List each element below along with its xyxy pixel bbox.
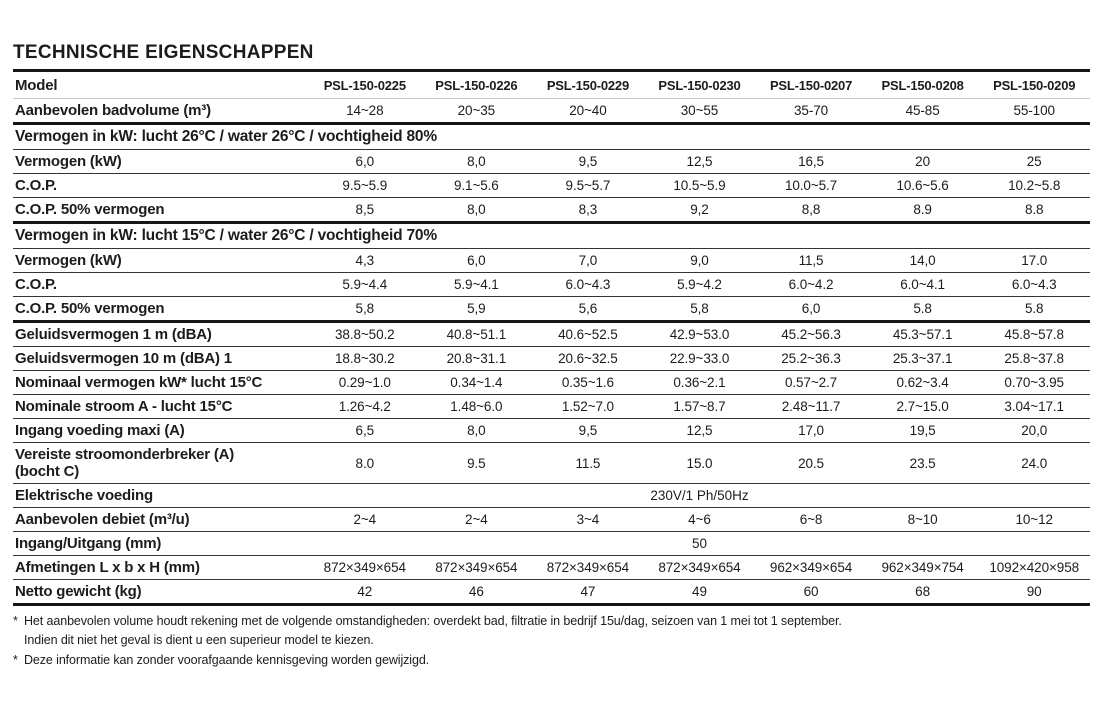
footnote — [13, 651, 1090, 670]
table-row — [13, 395, 1090, 419]
spec-value: 6,0 — [421, 249, 533, 273]
spec-value: 5,6 — [532, 297, 644, 322]
table-row — [13, 556, 1090, 580]
spec-value: 7,0 — [532, 249, 644, 273]
spec-value: 5.9~4.4 — [309, 273, 421, 297]
spec-value: 0.29~1.0 — [309, 371, 421, 395]
table-row — [13, 371, 1090, 395]
table-row — [13, 419, 1090, 443]
spec-value: 6.0~4.2 — [755, 273, 867, 297]
spec-value: 18.8~30.2 — [309, 347, 421, 371]
spec-value: 1.57~8.7 — [644, 395, 756, 419]
spec-value: 8,0 — [421, 419, 533, 443]
footnote-marker: * — [13, 614, 18, 628]
model-name: PSL-150-0207 — [755, 72, 867, 99]
model-name: PSL-150-0225 — [309, 72, 421, 99]
model-name: PSL-150-0209 — [978, 72, 1090, 99]
spec-value: 0.34~1.4 — [421, 371, 533, 395]
spec-value: 8,0 — [421, 198, 533, 223]
spec-value: 14~28 — [309, 99, 421, 124]
spec-value: 8,0 — [421, 150, 533, 174]
spec-value: 0.62~3.4 — [867, 371, 979, 395]
spec-label — [13, 297, 309, 322]
spec-value: 6.0~4.3 — [978, 273, 1090, 297]
spec-value: 11,5 — [755, 249, 867, 273]
spec-value: 90 — [978, 580, 1090, 605]
spec-value: 20~35 — [421, 99, 533, 124]
footnotes — [13, 612, 1090, 670]
spec-value: 20~40 — [532, 99, 644, 124]
spec-label-line: Geluidsvermogen 10 m (dBA) 1 — [15, 350, 232, 367]
spec-value: 45-85 — [867, 99, 979, 124]
spec-value: 9.5~5.9 — [309, 174, 421, 198]
spec-value: 0.57~2.7 — [755, 371, 867, 395]
footnote-text: Deze informatie kan zonder voorafgaande kennisgeving worden gewijzigd. — [24, 652, 430, 667]
spec-value: 8.0 — [309, 443, 421, 484]
spec-value: 5.9~4.1 — [421, 273, 533, 297]
spec-value: 49 — [644, 580, 756, 605]
section-title: Vermogen in kW: lucht 26°C / water 26°C / vochtigheid 80% — [13, 124, 1090, 150]
spec-label — [13, 249, 309, 273]
spec-value: 8.9 — [867, 198, 979, 223]
spec-value: 45.8~57.8 — [978, 322, 1090, 347]
spec-value: 16,5 — [755, 150, 867, 174]
spec-label — [13, 347, 309, 371]
spec-value: 25 — [978, 150, 1090, 174]
spec-label-line: Ingang voeding maxi (A) — [15, 422, 185, 439]
spec-value-span: 230V/1 Ph/50Hz — [309, 484, 1090, 508]
spec-value: 9,5 — [532, 419, 644, 443]
spec-value: 5,8 — [644, 297, 756, 322]
spec-value: 10~12 — [978, 508, 1090, 532]
spec-value: 2.7~15.0 — [867, 395, 979, 419]
spec-value: 30~55 — [644, 99, 756, 124]
spec-value: 8,5 — [309, 198, 421, 223]
spec-value: 40.6~52.5 — [532, 322, 644, 347]
spec-value: 25.8~37.8 — [978, 347, 1090, 371]
table-row — [13, 508, 1090, 532]
footnote-text: Het aanbevolen volume houdt rekening met de volgende omstandigheden: overdekt bad, filtratie in bedrijf 15u/dag, seizoen van 1 mei tot 1 september. — [24, 614, 842, 628]
spec-label — [13, 556, 309, 580]
spec-value: 0.36~2.1 — [644, 371, 756, 395]
spec-label — [13, 580, 309, 605]
spec-value: 6,5 — [309, 419, 421, 443]
spec-label — [13, 419, 309, 443]
spec-value: 3~4 — [532, 508, 644, 532]
spec-value: 9,2 — [644, 198, 756, 223]
spec-value: 2~4 — [309, 508, 421, 532]
spec-label-line: Nominaal vermogen kW* lucht 15°C — [15, 374, 263, 391]
spec-label-line: Vereiste stroomonderbreker (A) — [15, 446, 235, 463]
model-name: PSL-150-0229 — [532, 72, 644, 99]
spec-label — [13, 150, 309, 174]
spec-value: 42 — [309, 580, 421, 605]
spec-value: 55-100 — [978, 99, 1090, 124]
spec-value: 68 — [867, 580, 979, 605]
spec-value: 14,0 — [867, 249, 979, 273]
spec-value: 17,0 — [755, 419, 867, 443]
spec-label-line: Geluidsvermogen 1 m (dBA) — [15, 326, 212, 343]
spec-value: 5,9 — [421, 297, 533, 322]
table-row — [13, 484, 1090, 508]
footnote-text: Indien dit niet het geval is dient u een superieur model te kiezen. — [24, 633, 374, 648]
spec-label — [13, 508, 309, 532]
model-name: PSL-150-0208 — [867, 72, 979, 99]
spec-value: 1092×420×958 — [978, 556, 1090, 580]
spec-value: 15.0 — [644, 443, 756, 484]
footnote-marker: * — [13, 652, 18, 667]
section-row — [13, 124, 1090, 150]
table-row — [13, 322, 1090, 347]
model-name: PSL-150-0230 — [644, 72, 756, 99]
spec-label: Elektrische voeding — [13, 484, 309, 508]
model-header-row — [13, 72, 1090, 99]
spec-value: 6.0~4.1 — [867, 273, 979, 297]
spec-value: 8~10 — [867, 508, 979, 532]
model-row-label: Model — [13, 72, 309, 99]
spec-value: 5.8 — [978, 297, 1090, 322]
spec-label — [13, 198, 309, 223]
spec-value: 24.0 — [978, 443, 1090, 484]
spec-value: 47 — [532, 580, 644, 605]
table-row — [13, 198, 1090, 223]
spec-label-line: C.O.P. 50% vermogen — [15, 300, 165, 317]
spec-label — [13, 371, 309, 395]
spec-value: 12,5 — [644, 419, 756, 443]
spec-value: 20.5 — [755, 443, 867, 484]
spec-value: 20.6~32.5 — [532, 347, 644, 371]
spec-value: 872×349×654 — [421, 556, 533, 580]
spec-label-line: Nominale stroom A - lucht 15°C — [15, 398, 233, 415]
spec-value: 9.1~5.6 — [421, 174, 533, 198]
spec-value: 9.5~5.7 — [532, 174, 644, 198]
spec-value: 35-70 — [755, 99, 867, 124]
spec-value: 1.26~4.2 — [309, 395, 421, 419]
page-title: TECHNISCHE EIGENSCHAPPEN — [13, 42, 1090, 72]
spec-value: 872×349×654 — [532, 556, 644, 580]
spec-value: 20.8~31.1 — [421, 347, 533, 371]
spec-value: 872×349×654 — [644, 556, 756, 580]
spec-label-line: Vermogen (kW) — [15, 252, 122, 269]
spec-value: 6.0~4.3 — [532, 273, 644, 297]
spec-value: 6~8 — [755, 508, 867, 532]
spec-value: 22.9~33.0 — [644, 347, 756, 371]
table-row — [13, 580, 1090, 605]
spec-value: 10.5~5.9 — [644, 174, 756, 198]
table-row — [13, 443, 1090, 484]
table-row — [13, 347, 1090, 371]
spec-value: 2~4 — [421, 508, 533, 532]
spec-value: 1.52~7.0 — [532, 395, 644, 419]
spec-value: 9.5 — [421, 443, 533, 484]
spec-label-line: Aanbevolen debiet (m³/u) — [15, 511, 190, 528]
spec-label: Ingang/Uitgang (mm) — [13, 532, 309, 556]
spec-value: 6,0 — [309, 150, 421, 174]
footnote — [13, 612, 1090, 631]
spec-value: 5.8 — [867, 297, 979, 322]
spec-value: 6,0 — [755, 297, 867, 322]
spec-value: 5,8 — [309, 297, 421, 322]
spec-value: 38.8~50.2 — [309, 322, 421, 347]
spec-value: 9,0 — [644, 249, 756, 273]
spec-label — [13, 322, 309, 347]
spec-label — [13, 395, 309, 419]
spec-label-line: C.O.P. — [15, 177, 57, 194]
spec-value: 3.04~17.1 — [978, 395, 1090, 419]
section-row — [13, 223, 1090, 249]
spec-value: 5.9~4.2 — [644, 273, 756, 297]
footnote — [13, 631, 1090, 650]
spec-value: 2.48~11.7 — [755, 395, 867, 419]
spec-value: 962×349×654 — [755, 556, 867, 580]
spec-label-line: C.O.P. 50% vermogen — [15, 201, 165, 218]
spec-value: 20,0 — [978, 419, 1090, 443]
spec-label-line: C.O.P. — [15, 276, 57, 293]
spec-value: 872×349×654 — [309, 556, 421, 580]
table-row — [13, 532, 1090, 556]
spec-value: 19,5 — [867, 419, 979, 443]
spec-value: 9,5 — [532, 150, 644, 174]
table-head — [13, 72, 1090, 99]
spec-value: 0.35~1.6 — [532, 371, 644, 395]
table-row — [13, 99, 1090, 124]
spec-value: 4,3 — [309, 249, 421, 273]
spec-value: 45.2~56.3 — [755, 322, 867, 347]
spec-label — [13, 99, 309, 124]
spec-value: 8,8 — [755, 198, 867, 223]
table-body — [13, 99, 1090, 605]
spec-value: 1.48~6.0 — [421, 395, 533, 419]
spec-label-line: Afmetingen L x b x H (mm) — [15, 559, 200, 576]
table-row — [13, 273, 1090, 297]
spec-label-line: (bocht C) — [15, 463, 80, 480]
table-row — [13, 249, 1090, 273]
spec-value: 10.2~5.8 — [978, 174, 1090, 198]
spec-table — [13, 72, 1090, 606]
table-row — [13, 297, 1090, 322]
spec-value: 42.9~53.0 — [644, 322, 756, 347]
table-row — [13, 150, 1090, 174]
spec-value-span: 50 — [309, 532, 1090, 556]
section-title: Vermogen in kW: lucht 15°C / water 26°C / vochtigheid 70% — [13, 223, 1090, 249]
spec-value: 8,3 — [532, 198, 644, 223]
spec-label-line: Aanbevolen badvolume (m³) — [15, 102, 211, 119]
model-name: PSL-150-0226 — [421, 72, 533, 99]
spec-label-line: Vermogen (kW) — [15, 153, 122, 170]
table-row — [13, 174, 1090, 198]
spec-value: 17.0 — [978, 249, 1090, 273]
spec-label — [13, 443, 309, 484]
spec-label-line: Netto gewicht (kg) — [15, 583, 142, 600]
spec-value: 45.3~57.1 — [867, 322, 979, 347]
spec-value: 11.5 — [532, 443, 644, 484]
footnote-marker — [13, 631, 24, 650]
spec-value: 12,5 — [644, 150, 756, 174]
spec-value: 60 — [755, 580, 867, 605]
spec-value: 40.8~51.1 — [421, 322, 533, 347]
spec-value: 4~6 — [644, 508, 756, 532]
spec-label — [13, 174, 309, 198]
spec-label — [13, 273, 309, 297]
spec-value: 8.8 — [978, 198, 1090, 223]
spec-value: 25.2~36.3 — [755, 347, 867, 371]
spec-value: 962×349×754 — [867, 556, 979, 580]
spec-value: 10.0~5.7 — [755, 174, 867, 198]
spec-value: 23.5 — [867, 443, 979, 484]
spec-value: 46 — [421, 580, 533, 605]
spec-value: 10.6~5.6 — [867, 174, 979, 198]
spec-value: 0.70~3.95 — [978, 371, 1090, 395]
spec-value: 25.3~37.1 — [867, 347, 979, 371]
spec-value: 20 — [867, 150, 979, 174]
